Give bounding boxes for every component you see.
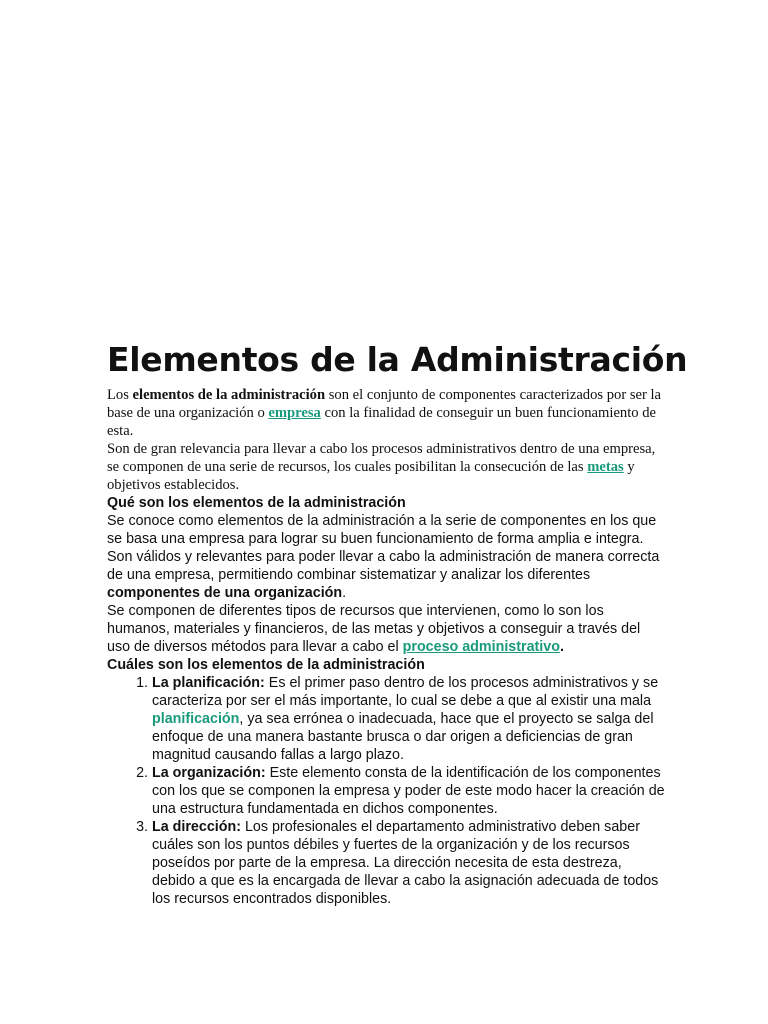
list-item-label: La organización: <box>152 765 266 781</box>
list-item <box>152 818 667 908</box>
link-empresa[interactable]: empresa <box>268 405 321 421</box>
link-metas[interactable]: metas <box>587 459 624 475</box>
text-span: Los profesionales el departamento administrativo deben saber cuáles son los puntos débiles y fuertes de la organización y de los recursos poseídos por parte de la empresa. La dirección necesita de esta destreza, debido a que es la encargada de llevar a cabo la asignación adecuada de todos los recursos encontrados disponibles. <box>152 819 659 907</box>
text-span: con la finalidad de conseguir un buen funcionamiento de esta. <box>107 405 656 439</box>
text-span: Es el primer paso dentro de los procesos administrativos y se caracteriza por ser el más importante, lo cual se debe a que al existir una mala <box>152 675 659 709</box>
text-span: Son de gran relevancia para llevar a cabo los procesos administrativos dentro de una empresa, se componen de una serie de recursos, los cuales posibilitan la consecución de las <box>107 441 656 475</box>
elements-list <box>107 674 667 908</box>
list-item <box>152 764 667 818</box>
highlight-term: planificación <box>152 711 240 727</box>
list-item-label: La planificación: <box>152 675 265 691</box>
text-span: Este elemento consta de la identificación de los componentes con los que se componen la empresa y poder de este modo hacer la creación de una estructura fundamentada en dichos componentes. <box>152 765 665 817</box>
list-item <box>152 674 667 764</box>
section-heading-cuales-son: Cuáles son los elementos de la administración <box>107 657 425 673</box>
text-span: Los <box>107 387 133 403</box>
text-span: son el conjunto de componentes caracterizados por ser la base de una organización o <box>107 387 662 421</box>
page-title: Elementos de la Administración <box>107 340 688 379</box>
text-span: y objetivos establecidos. <box>107 459 635 493</box>
intro-paragraph-2 <box>107 440 667 494</box>
text-span: Se conoce como elementos de la administración a la serie de componentes en los que se basa una empresa para lograr su buen funcionamiento de forma amplia e integra. Son válidos y relevantes para poder llevar a cabo la administración de manera correcta de una empresa, permitiendo combinar sistematizar y analizar los diferentes <box>107 513 660 583</box>
intro-paragraph-1 <box>107 386 667 440</box>
section1-paragraph-2 <box>107 602 667 656</box>
text-span: Se componen de diferentes tipos de recursos que intervienen, como lo son los humanos, materiales y financieros, de las metas y objetivos a conseguir a través del uso de diversos métodos para llevar a cabo el <box>107 603 641 655</box>
bold-term: componentes de una organización <box>107 585 343 601</box>
text-span: . <box>342 585 347 601</box>
list-item-label: La dirección: <box>152 819 241 835</box>
article-content <box>107 338 688 908</box>
section-heading-que-son: Qué son los elementos de la administración <box>107 495 406 511</box>
text-span: , ya sea errónea o inadecuada, hace que el proyecto se salga del enfoque de una manera bastante brusca o dar origen a deficiencias de gran magnitud causando fallas a largo plazo. <box>152 711 654 763</box>
text-span: . <box>559 639 564 655</box>
section1-paragraph-1 <box>107 512 667 602</box>
bold-term: elementos de la administración <box>132 387 326 403</box>
link-proceso-administrativo[interactable]: proceso administrativo <box>402 639 560 655</box>
